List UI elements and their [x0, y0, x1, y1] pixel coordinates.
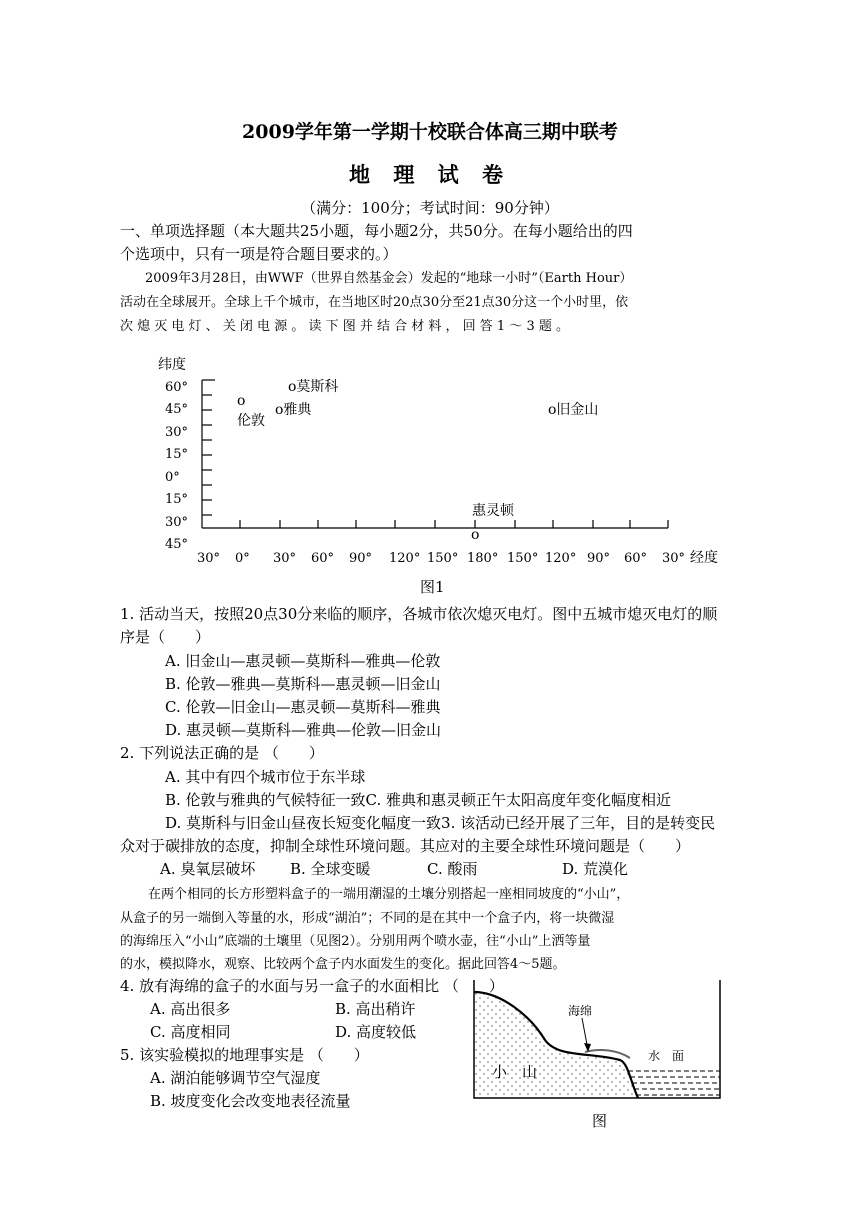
q3-option-d: D. 荒漠化	[562, 860, 629, 878]
xtick: 120°	[389, 551, 421, 566]
q4-stem: 4. 放有海绵的盒子的水面与另一盒子的水面相比 （ ）	[120, 977, 504, 995]
q1-stem-line2: 序是（ ）	[120, 628, 211, 646]
passage1-line3: 次 熄 灭 电 灯 、 关 闭 电 源 。 读 下 图 并 结 合 材 料 ， 回 答 1 ～ 3 题 。	[120, 319, 569, 334]
figure2-diagram	[470, 980, 730, 1115]
q2-option-bc: B. 伦敦与雅典的气候特征一致C. 雅典和惠灵顿正午太阳高度年变化幅度相近	[165, 791, 672, 809]
xtick: 180°	[467, 551, 499, 566]
xtick: 0°	[235, 551, 250, 566]
subject-title: 地 理 试 卷	[349, 162, 511, 187]
ytick: 60°	[165, 380, 189, 395]
passage2-line4: 的水，模拟降水，观察、比较两个盒子内水面发生的变化。据此回答4～5题。	[120, 957, 566, 972]
q1-option-b: B. 伦敦—雅典—莫斯科—惠灵顿—旧金山	[165, 675, 441, 693]
q1-stem-line1: 1. 活动当天，按照20点30分来临的顺序，各城市依次熄灭电灯。图中五城市熄灭电灯的顺	[120, 605, 718, 623]
xtick: 30°	[197, 551, 221, 566]
passage1-line1: 2009年3月28日，由WWF（世界自然基金会）发起的“地球一小时”（Earth Hour）	[145, 271, 633, 286]
passage2-line1: 在两个相同的长方形塑料盒子的一端用潮湿的土壤分别搭起一座相同坡度的“小山”，	[148, 887, 630, 902]
figure2-caption: 图	[592, 1112, 608, 1130]
city-london: 伦敦	[237, 413, 265, 429]
q2-option-d-q3: D. 莫斯科与旧金山昼夜长短变化幅度一致3. 该活动已经开展了三年，目的是转变民	[165, 814, 716, 832]
q5-option-a: A. 湖泊能够调节空气湿度	[150, 1069, 321, 1087]
ylabel: 纬度	[158, 357, 186, 373]
city-athens: o雅典	[275, 402, 312, 418]
xtick: 30°	[273, 551, 297, 566]
sponge-label: 海绵	[568, 1004, 593, 1018]
q4-option-c: C. 高度相同	[150, 1023, 231, 1041]
q2-stem: 2. 下列说法正确的是 （ ）	[120, 744, 324, 762]
q5-stem: 5. 该实验模拟的地理事实是 （ ）	[120, 1046, 369, 1064]
xtick: 150°	[427, 551, 459, 566]
xlabel: 经度	[690, 550, 718, 566]
city-sanfrancisco: o旧金山	[548, 402, 599, 418]
city-london-marker: o	[237, 393, 246, 409]
q2-option-a: A. 其中有四个城市位于东半球	[165, 768, 366, 786]
ytick: 15°	[165, 492, 189, 507]
q1-option-a: A. 旧金山—惠灵顿—莫斯科—雅典—伦敦	[165, 652, 441, 670]
ytick: 15°	[165, 447, 189, 462]
city-wellington-marker: o	[471, 527, 480, 543]
xtick: 90°	[587, 551, 611, 566]
q4-option-a: A. 高出很多	[150, 1000, 231, 1018]
ytick: 45°	[165, 537, 189, 552]
q1-option-d: D. 惠灵顿—莫斯科—雅典—伦敦—旧金山	[165, 721, 442, 739]
hill-soil	[474, 992, 638, 1098]
city-wellington: 惠灵顿	[472, 503, 514, 519]
hill-label: 小 山	[492, 1063, 538, 1081]
ytick: 30°	[165, 425, 189, 440]
q3-option-b: B. 全球变暖	[290, 860, 371, 878]
ytick: 0°	[165, 470, 180, 485]
q5-option-b: B. 坡度变化会改变地表径流量	[150, 1092, 351, 1110]
q1-option-c: C. 伦敦—旧金山—惠灵顿—莫斯科—雅典	[165, 698, 441, 716]
q3-option-a: A. 臭氧层破坏	[160, 860, 256, 878]
passage1-line2: 活动在全球展开。全球上千个城市，在当地区时20点30分至21点30分这一个小时里，依	[120, 295, 629, 310]
ytick: 30°	[165, 515, 189, 530]
figure1-diagram	[150, 350, 750, 575]
q4-option-d: D. 高度较低	[335, 1023, 417, 1041]
xtick: 60°	[311, 551, 335, 566]
q3-stem-cont: 众对于碳排放的态度，抑制全球性环境问题。其应对的主要全球性环境问题是（ ）	[120, 837, 691, 855]
water-label: 水 面	[648, 1049, 685, 1063]
figure1-caption: 图1	[420, 578, 445, 596]
xtick: 150°	[507, 551, 539, 566]
q4-option-b: B. 高出稍许	[335, 1000, 416, 1018]
q3-option-c: C. 酸雨	[427, 860, 478, 878]
exam-meta: （满分：100分；考试时间：90分钟）	[301, 199, 559, 217]
exam-title: 2009学年第一学期十校联合体高三期中联考	[242, 121, 618, 143]
xtick: 30°	[662, 551, 686, 566]
section-intro-line2: 个选项中，只有一项是符合题目要求的。）	[120, 245, 398, 263]
passage2-line2: 从盒子的另一端倒入等量的水，形成“湖泊”；不同的是在其中一个盒子内，将一块微湿	[120, 911, 615, 926]
passage2-line3: 的海绵压入“小山”底端的土壤里（见图2）。分别用两个喷水壶，往“小山”上洒等量	[120, 934, 591, 949]
city-moscow: o莫斯科	[288, 379, 339, 395]
xtick: 120°	[545, 551, 577, 566]
xtick: 90°	[349, 551, 373, 566]
ytick: 45°	[165, 402, 189, 417]
xtick: 60°	[624, 551, 648, 566]
section-intro-line1: 一、单项选择题（本大题共25小题，每小题2分，共50分。在每小题给出的四	[120, 222, 633, 240]
